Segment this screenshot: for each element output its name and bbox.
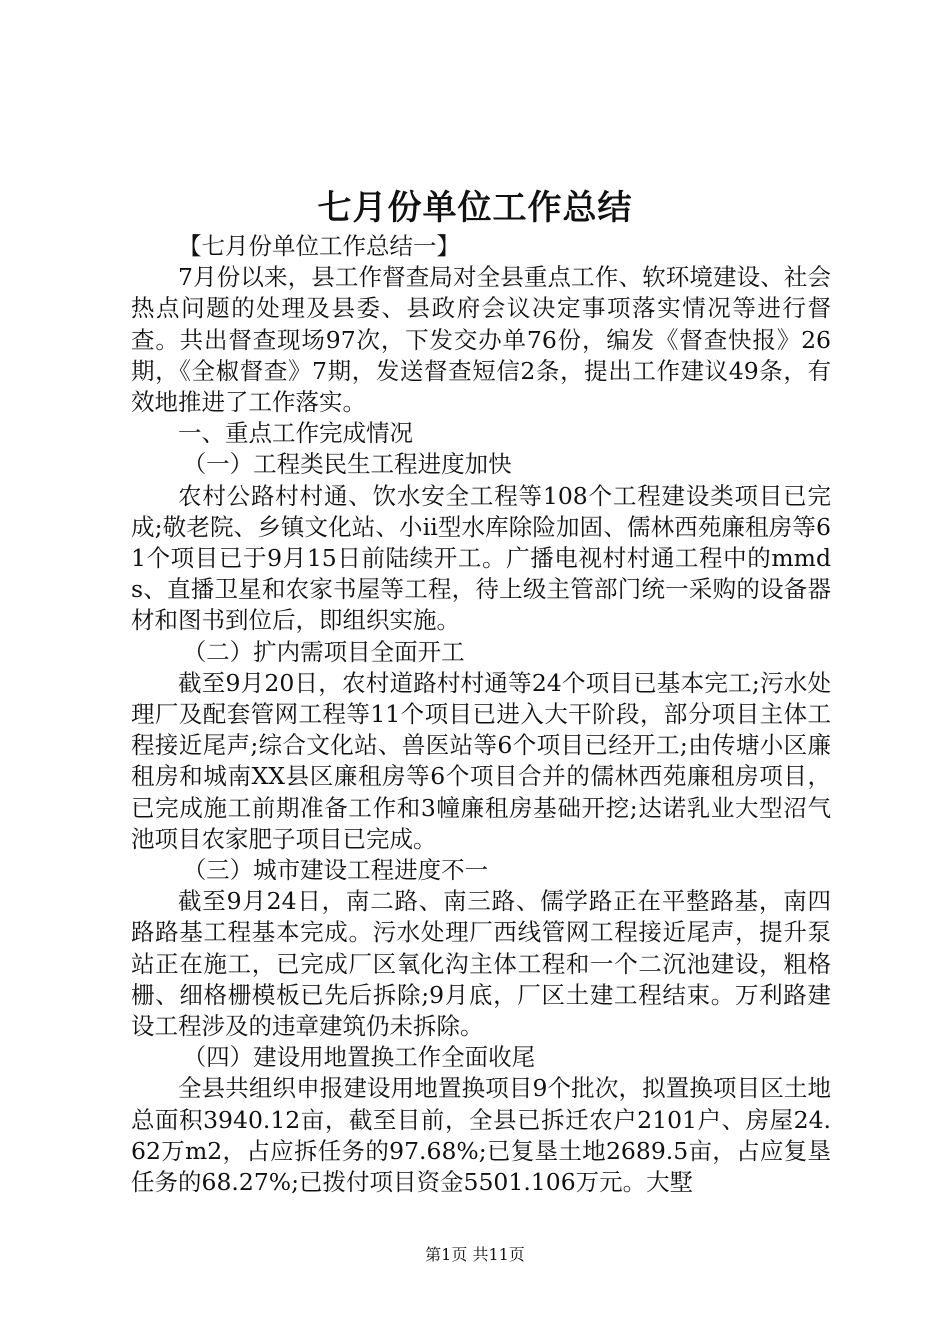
subheading-4: （四）建设用地置换工作全面收尾 <box>182 1043 536 1072</box>
paragraph-intro: 7月份以来，县工作督查局对全县重点工作、软环境建设、社会热点问题的处理及县委、县政府会议决定事项落实情况等进行督查。共出督查现场97次，下发交办单76份，编发《督查快报》26期，《全椒督查》7期，发送督查短信2条，提出工作建议49条，有效地推进了工作落实。 <box>131 263 831 417</box>
paragraph-1: 农村公路村村通、饮水安全工程等108个工程建设类项目已完成;敬老院、乡镇文化站、小ii型水库除险加固、儒林西苑廉租房等61个项目已于9月15日前陆续开工。广播电视村村通工程中的mmds、直播卫星和农家书屋等工程，待上级主管部门统一采购的设备器材和图书到位后，即组织实施。 <box>131 481 831 635</box>
document-body <box>131 231 831 1198</box>
subheading-3: （三）城市建设工程进度不一 <box>182 856 489 885</box>
document-title: 七月份单位工作总结 <box>317 188 633 228</box>
section-label: 【七月份单位工作总结一】 <box>178 232 460 260</box>
heading-key-work: 一、重点工作完成情况 <box>178 419 413 448</box>
subheading-1: （一）工程类民生工程进度加快 <box>182 450 512 479</box>
subheading-2: （二）扩内需项目全面开工 <box>182 637 465 666</box>
paragraph-2: 截至9月20日，农村道路村村通等24个项目已基本完工;污水处理厂及配套管网工程等11个项目已进入大干阶段，部分项目主体工程接近尾声;综合文化站、兽医站等6个项目已经开工;由传塘小区廉租房和城南XX县区廉租房等6个项目合并的儒林西苑廉租房项目，已完成施工前期准备工作和3幢廉租房基础开挖;达诺乳业大型沼气池项目农家肥子项目已完成。 <box>131 668 831 853</box>
paragraph-4: 全县共组织申报建设用地置换项目9个批次，拟置换项目区土地总面积3940.12亩，截至目前，全县已拆迁农户2101户、房屋24.62万m2，占应拆任务的97.68%;已复垦土地2689.5亩，占应复垦任务的68.27%;已拨付项目资金5501.106万元。大墅 <box>131 1074 831 1197</box>
page-footer: 第1页 共11页 <box>425 1245 525 1264</box>
paragraph-3: 截至9月24日，南二路、南三路、儒学路正在平整路基，南四路路基工程基本完成。污水处理厂西线管网工程接近尾声，提升泵站正在施工，已完成厂区氧化沟主体工程和一个二沉池建设，粗格栅、细格栅模板已先后拆除;9月底，厂区土建工程结束。万利路建设工程涉及的违章建筑仍未拆除。 <box>131 887 831 1041</box>
